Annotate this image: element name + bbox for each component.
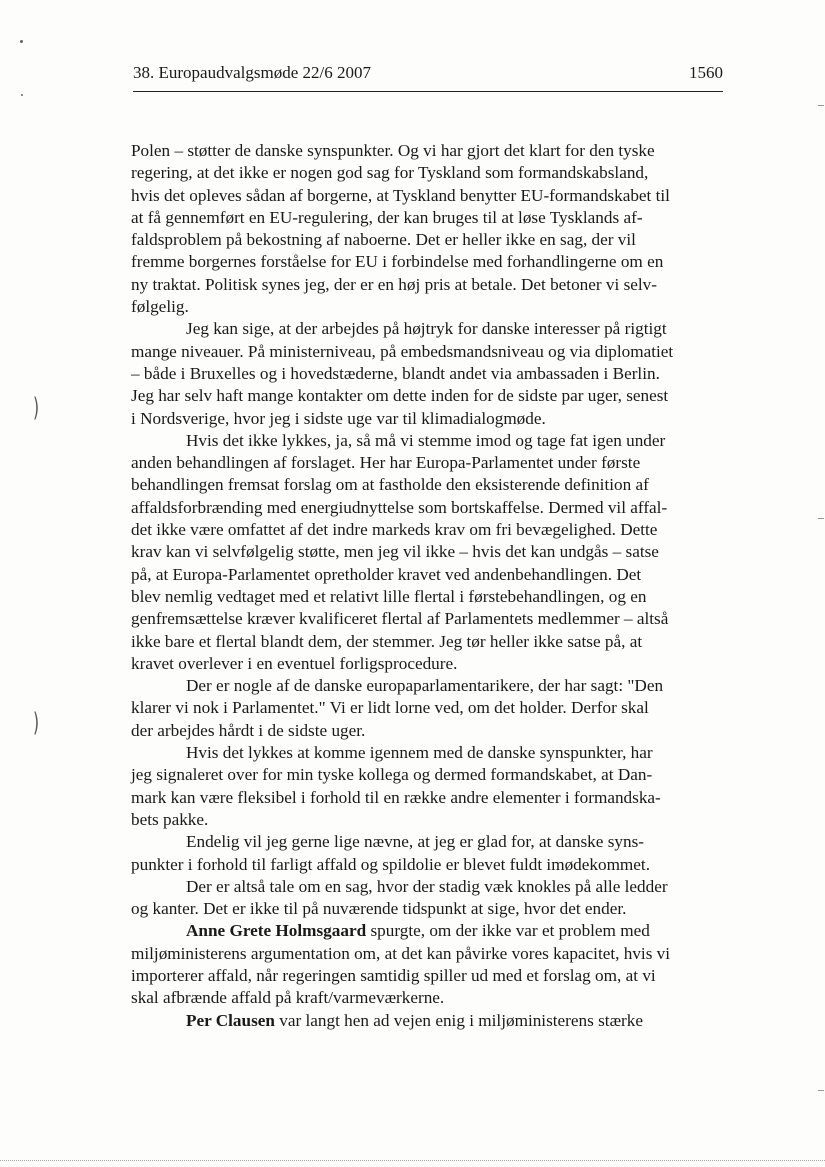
paragraph (131, 876, 725, 921)
scan-bottom-edge (0, 1160, 825, 1161)
text-line: mark kan være fleksibel i forhold til en række andre elementer i formandska- (131, 787, 661, 807)
text-line: genfremsættelse kræver kvalificeret flertal af Parlamentets medlemmer – altså (131, 609, 669, 629)
text-line: importerer affald, når regeringen samtidig spiller ud med et forslag om, at vi (131, 965, 656, 985)
scan-speck (21, 94, 23, 96)
text-line: klarer vi nok i Parlamentet." Vi er lidt lorne ved, om det holder. Derfor skal (131, 698, 649, 718)
text-line: ikke bare et flertal blandt dem, der stemmer. Jeg tør heller ikke satse på, at (131, 631, 643, 651)
text-line: blev nemlig vedtaget med et relativt lille flertal i førstebehandlingen, og en (131, 586, 647, 606)
text-line: følgelig. (131, 297, 189, 317)
paragraph (131, 140, 725, 318)
text-line: fremme borgernes forståelse for EU i forbindelse med forhandlingerne om en (131, 252, 664, 272)
text-line: faldsproblem på bekostning af naboerne. Det er heller ikke en sag, der vil (131, 230, 636, 250)
page-number: 1560 (689, 63, 723, 82)
paragraph (131, 318, 725, 429)
header-divider (133, 91, 723, 92)
text-line: regering, at det ikke er nogen god sag for Tyskland som formandskabsland, (131, 163, 649, 183)
text-line: at få gennemført en EU-regulering, der kan bruges til at løse Tysklands af- (131, 207, 643, 227)
text-line: anden behandlingen af forslaget. Her har Europa-Parlamentet under første (131, 453, 641, 473)
text-line (131, 920, 725, 942)
text-line: Hvis det ikke lykkes, ja, så må vi stemme imod og tage fat igen under (186, 430, 666, 450)
text-line: Endelig vil jeg gerne lige nævne, at jeg er glad for, at danske syns- (186, 832, 644, 852)
text-fragment: var langt hen ad vejen enig i miljøministerens stærke (274, 1010, 643, 1030)
text-fragment: spurgte, om der ikke var et problem med (366, 921, 650, 941)
text-line: miljøministerens argumentation om, at det kan påvirke vores kapacitet, hvis vi (131, 943, 671, 963)
text-line: hvis det opleves sådan af borgerne, at Tyskland benytter EU-formandskabet til (131, 185, 670, 205)
text-line: Der er altså tale om en sag, hvor der stadig væk knokles på alle ledder (186, 876, 668, 896)
text-line: skal afbrænde affald på kraft/varmeværkerne. (131, 988, 445, 1008)
text-line: mange niveauer. På ministerniveau, på embedsmandsniveau og via diplomatiet (131, 341, 674, 361)
paragraph (131, 920, 725, 1009)
text-line: Hvis det lykkes at komme igennem med de danske synspunkter, har (186, 743, 653, 763)
text-line: på, at Europa-Parlamentet opretholder kravet ved andenbehandlingen. Det (131, 564, 642, 584)
text-line: bets pakke. (131, 809, 209, 829)
paragraph (131, 831, 725, 876)
text-line: i Nordsverige, hvor jeg i sidste uge var til klimadialogmøde. (131, 408, 546, 428)
meeting-title: 38. Europaudvalgsmøde 22/6 2007 (133, 63, 371, 82)
scan-mark (818, 105, 824, 106)
text-line (131, 1010, 725, 1032)
paragraph (131, 675, 725, 742)
text-line: Polen – støtter de danske synspunkter. Og vi har gjort det klart for den tyske (131, 141, 655, 160)
scan-mark (818, 518, 824, 519)
text-line: Der er nogle af de danske europaparlamentarikere, der har sagt: "Den (186, 676, 664, 696)
text-line: punkter i forhold til farligt affald og spildolie er blevet fuldt imødekommet. (131, 854, 651, 874)
punch-hole-mark: ) (33, 708, 40, 738)
text-line: behandlingen fremsat forslag om at fastholde den eksisterende definition af (131, 475, 649, 495)
speaker-name: Anne Grete Holmsgaard (186, 921, 367, 941)
paragraph (131, 430, 725, 675)
text-line: – både i Bruxelles og i hovedstæderne, blandt andet via ambassaden i Berlin. (131, 363, 660, 383)
paragraph (131, 742, 725, 831)
text-line: krav kan vi selvfølgelig støtte, men jeg vil ikke – hvis det kan undgås – satse (131, 542, 659, 562)
text-line: ny traktat. Politisk synes jeg, der er en høj pris at betale. Det betoner vi selv- (131, 274, 657, 294)
page-header (133, 63, 723, 89)
text-line: affaldsforbrænding med energiudnyttelse som bortskaffelse. Dermed vil affal- (131, 497, 668, 517)
text-line: det ikke være omfattet af det indre markeds krav om fri bevægelighed. Dette (131, 520, 658, 540)
text-line: jeg signaleret over for min tyske kollega og dermed formandskabet, at Dan- (131, 765, 653, 785)
speaker-name: Per Clausen (186, 1010, 275, 1030)
text-line: Jeg har selv haft mange kontakter om dette inden for de sidste par uger, senest (131, 386, 669, 406)
text-line: der arbejdes hårdt i de sidste uger. (131, 720, 366, 740)
scan-speck (20, 40, 23, 43)
scan-mark (818, 1090, 824, 1091)
text-line: kravet overlever i en eventuel forligsprocedure. (131, 653, 458, 673)
paragraph (131, 1010, 725, 1032)
punch-hole-mark: ) (33, 393, 40, 423)
body-text (131, 140, 725, 1032)
text-line: og kanter. Det er ikke til på nuværende tidspunkt at sige, hvor det ender. (131, 899, 627, 919)
text-line: Jeg kan sige, at der arbejdes på højtryk for danske interesser på rigtigt (186, 319, 667, 339)
